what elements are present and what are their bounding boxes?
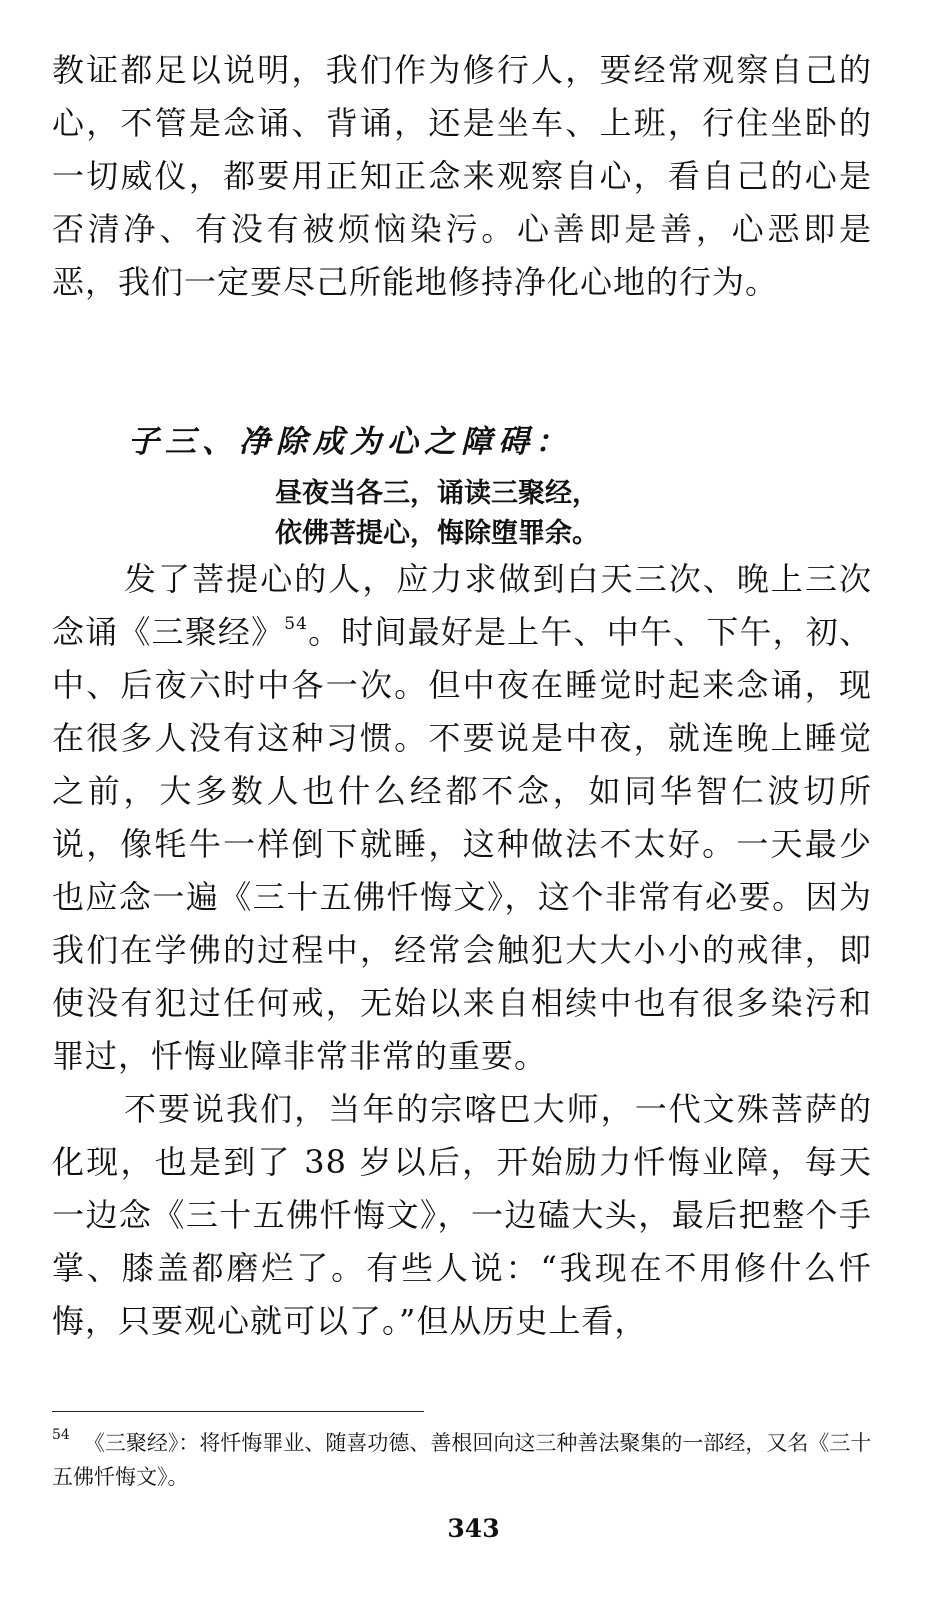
verse-line-2: 依佛菩提心，悔除堕罪余。: [275, 518, 599, 549]
commentary-text-start: 发了菩提心的人，应力求做到白天三次、晚上三次念诵《三聚经》: [52, 560, 872, 651]
paragraph-intro: 教证都足以说明，我们作为修行人，要经常观察自己的心，不管是念诵、背诵，还是坐车、上班，行住坐卧的一切威仪，都要用正知正念来观察自心，看自己的心是否清净、有没有被烦恼染污。心善即是善，心恶即是恶，我们一定要尽己所能地修持净化心地的行为。: [52, 51, 872, 301]
footnote-reference: 54: [284, 614, 308, 635]
footnote-text: 《三聚经》：将忏悔罪业、随喜功德、善根回向这三种善法聚集的一部经，又名《三十五佛忏悔文》。: [52, 1431, 872, 1489]
page-number: 343: [447, 1514, 500, 1543]
footnote-divider: [52, 1411, 424, 1412]
paragraph-commentary: [52, 553, 872, 1083]
paragraph-tsongkhapa: 不要说我们，当年的宗喀巴大师，一代文殊菩萨的化现，也是到了 38 岁以后，开始励力忏悔业障，每天一边念《三十五佛忏悔文》，一边磕大头，最后把整个手掌、膝盖都磨烂了。有些人说：“我现在不用修什么忏悔，只要观心就可以了。”但从历史上看，: [52, 1090, 872, 1340]
footnote: [52, 1426, 872, 1494]
footnote-mark: 54: [52, 1427, 70, 1443]
verse-line-1: 昼夜当各三，诵读三聚经，: [275, 478, 599, 509]
section-heading: 子三、净除成为心之障碍：: [128, 424, 572, 460]
commentary-text-rest: 。时间最好是上午、中午、下午，初、中、后夜六时中各一次。但中夜在睡觉时起来念诵，现在很多人没有这种习惯。不要说是中夜，就连晚上睡觉之前，大多数人也什么经都不念，如同华智仁波切所说，像牦牛一样倒下就睡，这种做法不太好。一天最少也应念一遍《三十五佛忏悔文》，这个非常有必要。因为我们在学佛的过程中，经常会触犯大大小小的戒律，即使没有犯过任何戒，无始以来自相续中也有很多染污和罪过，忏悔业障非常非常的重要。: [52, 613, 872, 1075]
